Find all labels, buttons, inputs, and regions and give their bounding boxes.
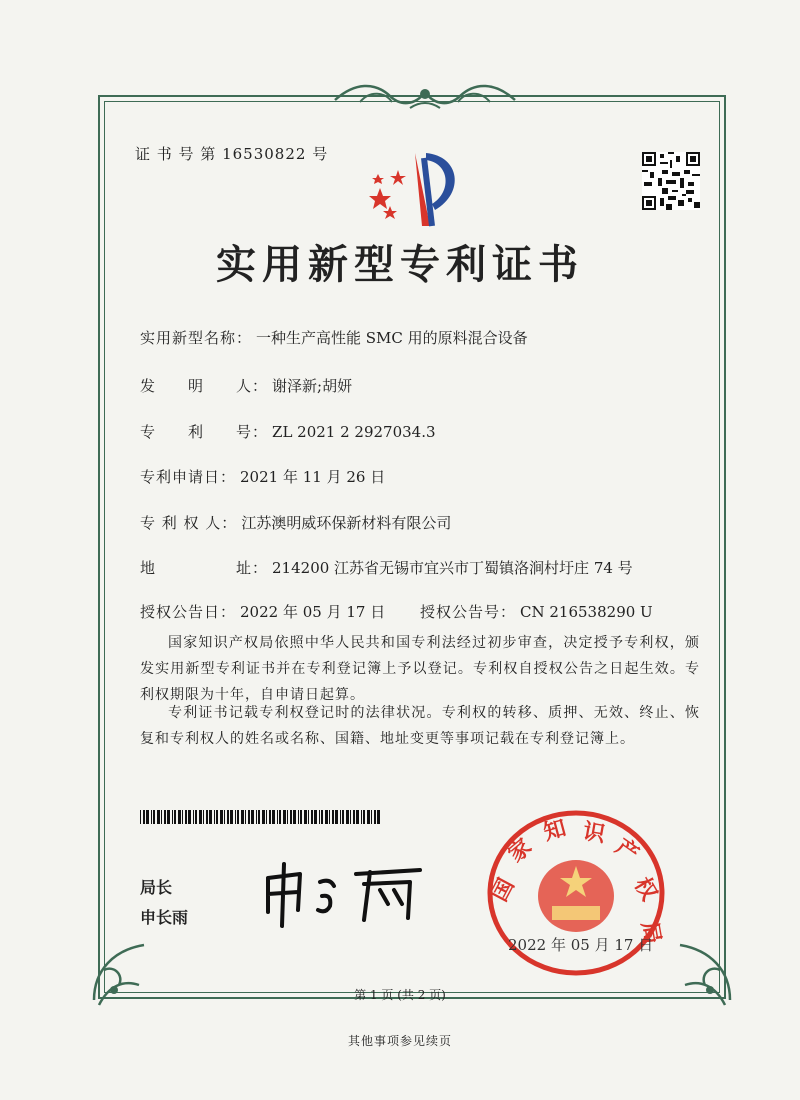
- field-label: 专 利 权 人：: [140, 514, 238, 532]
- field-value: ZL 2021 2 2927034.3: [272, 423, 436, 441]
- field-value: CN 216538290 U: [520, 603, 653, 621]
- seal-date: 2022 年 05 月 17 日: [508, 936, 654, 954]
- field-utility-model-name: [140, 327, 528, 348]
- qr-code-icon: [642, 152, 700, 210]
- certificate-number-suffix: 号: [312, 145, 329, 163]
- field-announcement-number: [420, 601, 653, 622]
- svg-text:局: 局: [636, 919, 665, 946]
- field-label: 专利申请日：: [140, 468, 237, 486]
- certificate-number-value: 16530822: [222, 145, 307, 163]
- field-label: 授权公告号：: [420, 603, 517, 621]
- svg-text:权: 权: [628, 873, 662, 906]
- svg-text:国: 国: [487, 874, 520, 906]
- signatory-role: 局长: [140, 878, 173, 897]
- svg-text:识: 识: [580, 819, 607, 848]
- statement-paragraph-2: 专利证书记载专利权登记时的法律状况。专利权的转移、质押、无效、终止、恢复和专利权人的姓名或名称、国籍、地址变更等事项记载在专利登记簿上。: [140, 705, 700, 747]
- cnipa-logo-icon: [360, 148, 470, 228]
- svg-text:家: 家: [503, 834, 537, 868]
- field-label: 专 利 号：: [140, 423, 269, 441]
- field-address: [140, 557, 633, 578]
- field-label: 发 明 人：: [140, 377, 269, 395]
- field-patent-holder: [140, 512, 451, 533]
- field-application-date: [140, 466, 385, 487]
- svg-text:产: 产: [610, 834, 643, 868]
- field-value: 一种生产高性能 SMC 用的原料混合设备: [256, 329, 528, 347]
- field-value: 谢泽新;胡妍: [272, 377, 353, 395]
- page-number: 第 1 页 (共 2 页): [354, 988, 446, 1002]
- certificate-number-label: 证 书 号 第: [135, 145, 217, 163]
- field-label: 地 址：: [140, 559, 269, 577]
- certificate-title: 实用新型专利证书: [216, 242, 584, 288]
- field-label: 授权公告日：: [140, 603, 237, 621]
- field-value: 江苏澳明威环保新材料有限公司: [241, 514, 452, 532]
- field-value: 2021 年 11 月 26 日: [240, 468, 386, 486]
- barcode-icon: [140, 810, 380, 824]
- field-value: 2022 年 05 月 17 日: [240, 603, 386, 621]
- top-ornament-icon: [330, 80, 520, 114]
- footer-note: 其他事项参见续页: [347, 1034, 452, 1048]
- field-inventor: [140, 375, 352, 396]
- svg-text:知: 知: [541, 815, 569, 846]
- field-patent-number: [140, 421, 436, 442]
- field-label: 实用新型名称：: [140, 329, 253, 347]
- field-value: 214200 江苏省无锡市宜兴市丁蜀镇洛涧村圩庄 74 号: [272, 559, 633, 577]
- field-announcement-date: [140, 601, 385, 622]
- signatory-name: 申长雨: [140, 908, 189, 927]
- handwritten-signature: [260, 860, 430, 930]
- statement-paragraph-1: 国家知识产权局依照中华人民共和国专利法经过初步审查，决定授予专利权，颁发实用新型专利证书并在专利登记簿上予以登记。专利权自授权公告之日起生效。专利权期限为十年，自申请日起算。: [140, 635, 700, 703]
- certificate-number: [135, 143, 328, 164]
